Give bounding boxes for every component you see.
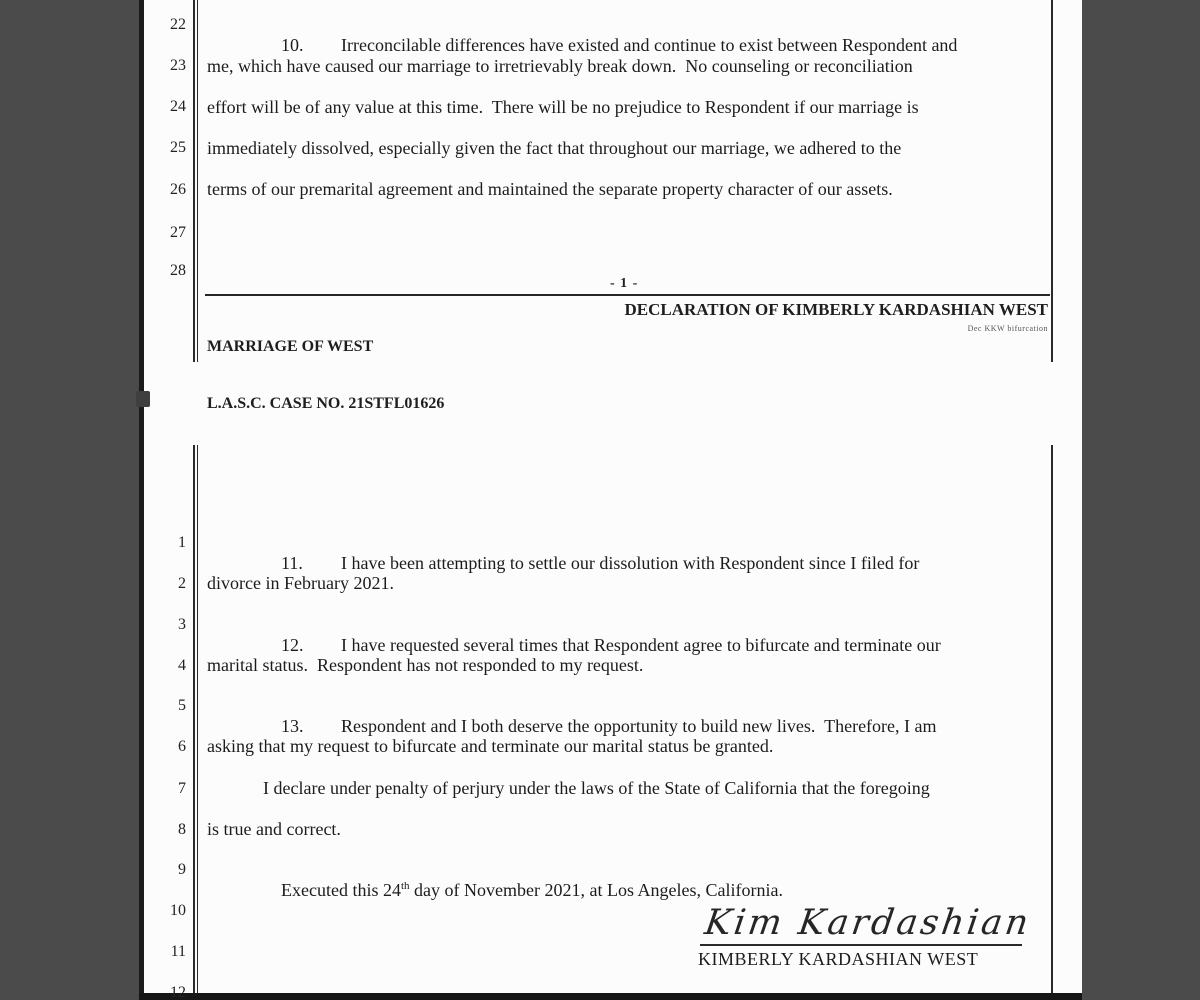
document-text-line: is true and correct. bbox=[207, 819, 341, 839]
page2-right-margin-rule bbox=[1051, 445, 1053, 993]
paragraph-number: 13. bbox=[281, 716, 304, 736]
document-text-line bbox=[207, 859, 783, 922]
scroll-handle[interactable] bbox=[136, 391, 150, 407]
footer-case-caption: MARRIAGE OF WEST bbox=[207, 338, 374, 355]
page1-right-margin-rule bbox=[1051, 0, 1053, 362]
line-number: 5 bbox=[178, 697, 186, 714]
page-bottom-scan-edge bbox=[139, 993, 1082, 1000]
footer-rule bbox=[205, 294, 1050, 296]
document-text-line: I declare under penalty of perjury under the laws of the State of California that the foregoing bbox=[263, 778, 930, 798]
line-number: 2 bbox=[178, 575, 186, 592]
footer-document-title: DECLARATION OF KIMBERLY KARDASHIAN WEST bbox=[624, 300, 1048, 319]
document-text-line: terms of our premarital agreement and maintained the separate property character of our assets. bbox=[207, 179, 893, 199]
paragraph-number: 10. bbox=[281, 35, 304, 55]
page1-left-margin-rule-inner bbox=[197, 0, 198, 362]
footer-case-number: L.A.S.C. CASE NO. 21STFL01626 bbox=[207, 395, 445, 412]
line-number: 23 bbox=[170, 57, 186, 74]
document-text-line: me, which have caused our marriage to irretrievably break down. No counseling or reconciliation bbox=[207, 56, 913, 76]
line-number: 22 bbox=[170, 16, 186, 33]
line-number: 6 bbox=[178, 738, 186, 755]
paragraph-text: Irreconcilable differences have existed and continue to exist between Respondent and bbox=[341, 35, 958, 55]
page-number-label: - 1 - bbox=[610, 276, 639, 291]
line-number: 26 bbox=[170, 181, 186, 198]
page1-left-margin-rule bbox=[193, 0, 195, 362]
paragraph-text: I have been attempting to settle our dissolution with Respondent since I filed for bbox=[341, 553, 920, 573]
line-number: 12 bbox=[170, 984, 186, 1000]
executed-line-post: day of November 2021, at Los Angeles, California. bbox=[409, 880, 783, 900]
footer-document-note: Dec KKW bifurcation bbox=[967, 324, 1048, 333]
signature-line bbox=[700, 944, 1022, 946]
line-number: 8 bbox=[178, 821, 186, 838]
line-number: 24 bbox=[170, 98, 186, 115]
line-number: 27 bbox=[170, 224, 186, 241]
line-number: 11 bbox=[170, 943, 186, 960]
document-text-line: immediately dissolved, especially given the fact that throughout our marriage, we adhered to the bbox=[207, 138, 902, 158]
page2-left-margin-rule bbox=[193, 445, 195, 993]
page-left-scan-edge bbox=[139, 0, 144, 1000]
executed-line-pre: Executed this 24 bbox=[281, 880, 401, 900]
paragraph-text: Respondent and I both deserve the opportunity to build new lives. Therefore, I am bbox=[341, 716, 937, 736]
document-text-line: marital status. Respondent has not responded to my request. bbox=[207, 655, 644, 675]
line-number: 3 bbox=[178, 616, 186, 633]
line-number: 1 bbox=[178, 534, 186, 551]
line-number: 4 bbox=[178, 657, 186, 674]
page2-left-margin-rule-inner bbox=[197, 445, 198, 993]
line-number: 28 bbox=[170, 262, 186, 279]
executed-line-ordinal: th bbox=[400, 880, 410, 892]
line-number: 7 bbox=[178, 780, 186, 797]
document-text-line: divorce in February 2021. bbox=[207, 573, 394, 593]
line-number: 9 bbox=[178, 861, 186, 878]
document-text-line: asking that my request to bifurcate and terminate our marital status be granted. bbox=[207, 736, 774, 756]
line-number: 10 bbox=[170, 902, 186, 919]
signature-printed-name: KIMBERLY KARDASHIAN WEST bbox=[698, 949, 979, 969]
paragraph-number: 11. bbox=[281, 553, 303, 573]
paragraph-number: 12. bbox=[281, 635, 304, 655]
paragraph-text: I have requested several times that Respondent agree to bifurcate and terminate our bbox=[341, 635, 941, 655]
signature-handwritten: Kim Kardashian bbox=[702, 903, 1034, 943]
line-number: 25 bbox=[170, 139, 186, 156]
document-text-line: effort will be of any value at this time. There will be no prejudice to Respondent if our marriage is bbox=[207, 97, 919, 117]
